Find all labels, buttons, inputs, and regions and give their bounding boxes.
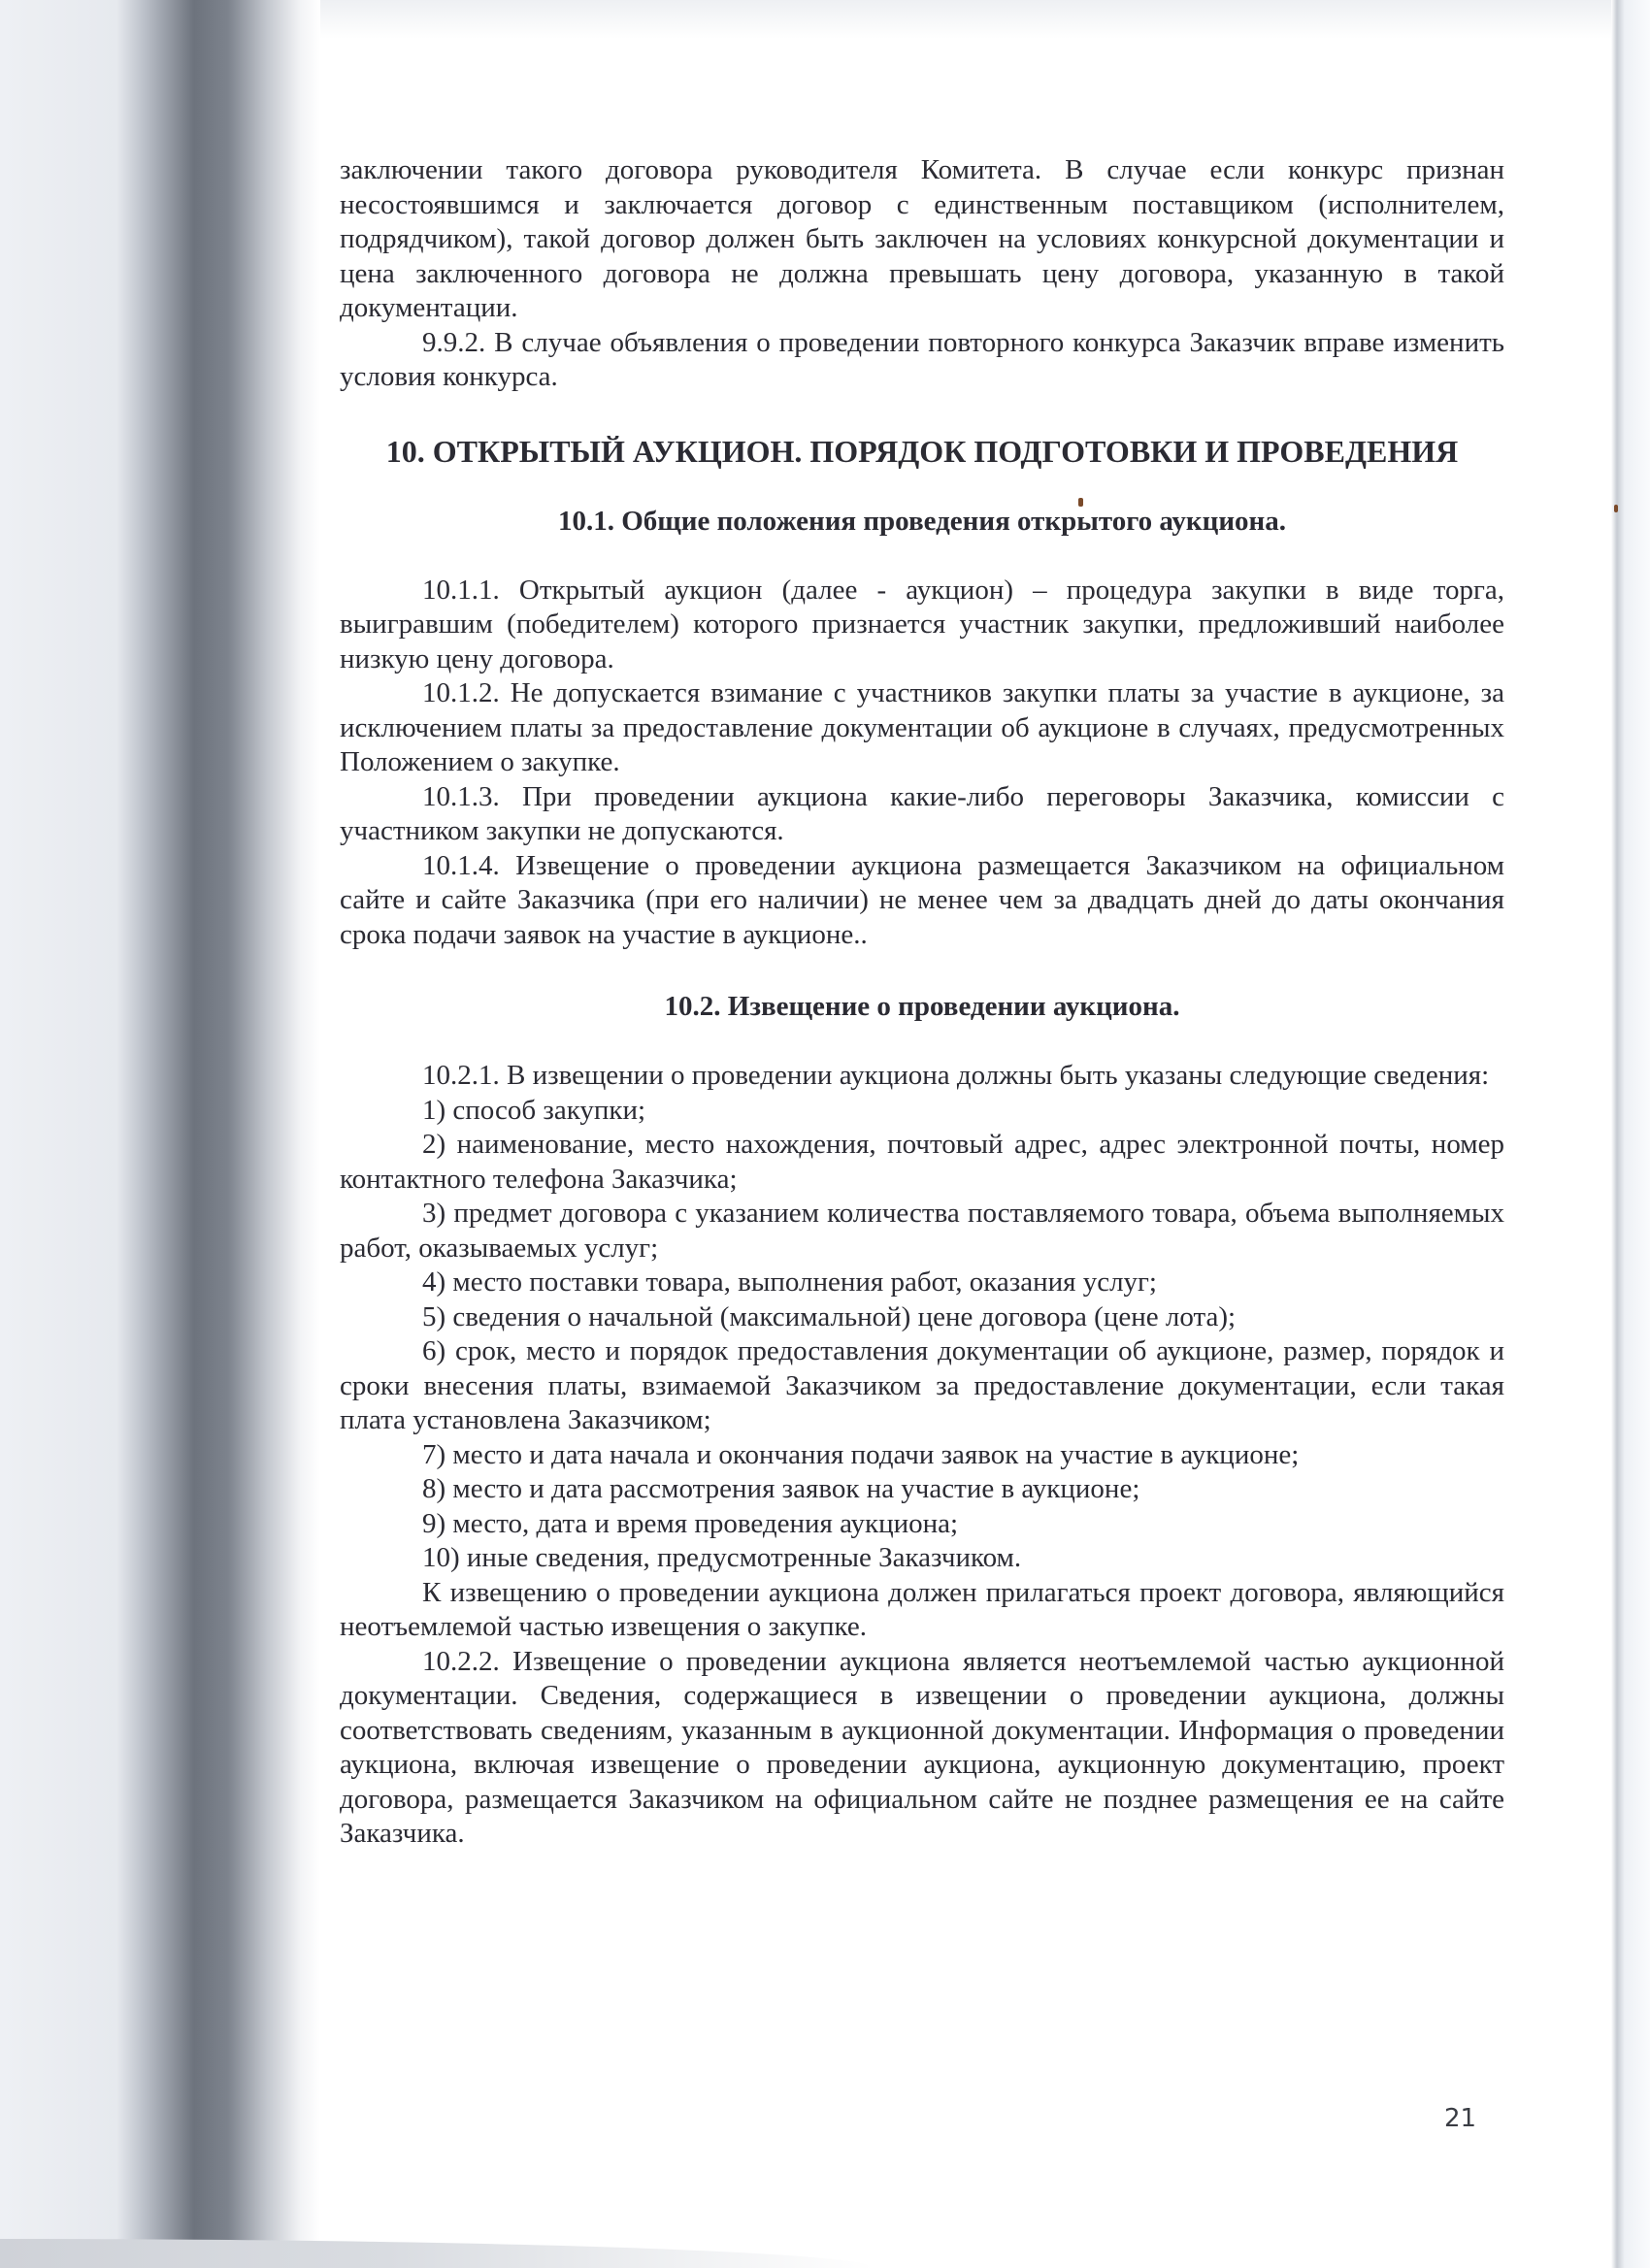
scan-top-shadow — [320, 0, 1611, 39]
paragraph: 10.1.3. При проведении аукциона какие-либо переговоры Заказчика, комиссии с участником закупки не допускаются. — [340, 780, 1504, 846]
scan-speck — [1614, 505, 1618, 512]
list-item: 6) срок, место и порядок предоставления документации об аукционе, размер, порядок и сроки внесения платы, взимаемой Заказчиком за предоставление документации, если такая плата установлена Заказчиком; — [340, 1335, 1504, 1435]
paragraph: 10.2.2. Извещение о проведении аукциона является неотъемлемой частью аукционной документации. Сведения, содержащиеся в извещении о проведении аукциона, должны соответствовать сведениям, указанным в аукционной документации. Информация о проведении аукциона, включая извещение о проведении аукциона, аукционную документацию, проект договора, размещается Заказчиком на официальном сайте не позднее размещения ее на сайте Заказчика. — [340, 1645, 1504, 1849]
paragraph: 10.1.4. Извещение о проведении аукциона размещается Заказчиком на официальном сайте и сайте Заказчика (при его наличии) не менее чем за двадцать дней до даты окончания срока подачи заявок на участие в аукционе.. — [340, 849, 1504, 950]
list-item: 2) наименование, место нахождения, почтовый адрес, адрес электронной почты, номер контактного телефона Заказчика; — [340, 1129, 1504, 1195]
list-item: 8) место и дата рассмотрения заявок на участие в аукционе; — [422, 1473, 1140, 1504]
binding-shadow — [0, 0, 320, 2268]
list-item: 10) иные сведения, предусмотренные Заказчиком. — [422, 1542, 1022, 1573]
list-item: 7) место и дата начала и окончания подачи заявок на участие в аукционе; — [422, 1438, 1300, 1470]
page-number: 21 — [1444, 2104, 1477, 2133]
list-item: 1) способ закупки; — [422, 1094, 646, 1126]
paragraph: 10.1.2. Не допускается взимание с участников закупки платы за участие в аукционе, за исключением платы за предоставление документации об аукционе в случаях, предусмотренных Положением о закупке. — [340, 677, 1504, 777]
list-item: 5) сведения о начальной (максимальной) цене договора (цене лота); — [422, 1300, 1237, 1332]
subsection-heading: 10.2. Извещение о проведении аукциона. — [664, 991, 1180, 1022]
paragraph: заключении такого договора руководителя Комитета. В случае если конкурс признан несостоявшимся и заключается договор с единственным поставщиком (исполнителем, подрядчиком), такой договор должен быть заключен на условиях конкурсной документации и цена заключенного договора не должна превышать цену договора, указанную в такой документации. — [340, 154, 1504, 323]
list-item: 9) место, дата и время проведения аукциона; — [422, 1507, 959, 1539]
list-item: 4) место поставки товара, выполнения работ, оказания услуг; — [422, 1266, 1157, 1298]
paragraph: 9.9.2. В случае объявления о проведении повторного конкурса Заказчик вправе изменить условия конкурса. — [340, 326, 1504, 392]
paragraph: 10.1.1. Открытый аукцион (далее - аукцион) – процедура закупки в виде торга, выигравшим (победителем) которого признается участник закупки, предложивший наиболее низкую цену договора. — [340, 574, 1504, 674]
paragraph: 10.2.1. В извещении о проведении аукциона должны быть указаны следующие сведения: — [422, 1060, 1490, 1091]
document-body — [340, 153, 1504, 1852]
paragraph: К извещению о проведении аукциона должен прилагаться проект договора, являющийся неотъемлемой частью извещения о закупке. — [340, 1576, 1504, 1642]
subsection-heading: 10.1. Общие положения проведения открытого аукциона. — [557, 505, 1287, 537]
section-heading: 10. ОТКРЫТЫЙ АУКЦИОН. ПОРЯДОК ПОДГОТОВКИ И ПРОВЕДЕНИЯ — [385, 433, 1459, 469]
list-item: 3) предмет договора с указанием количества поставляемого товара, объема выполняемых работ, оказываемых услуг; — [340, 1198, 1504, 1264]
page-right-edge — [1611, 0, 1650, 2268]
